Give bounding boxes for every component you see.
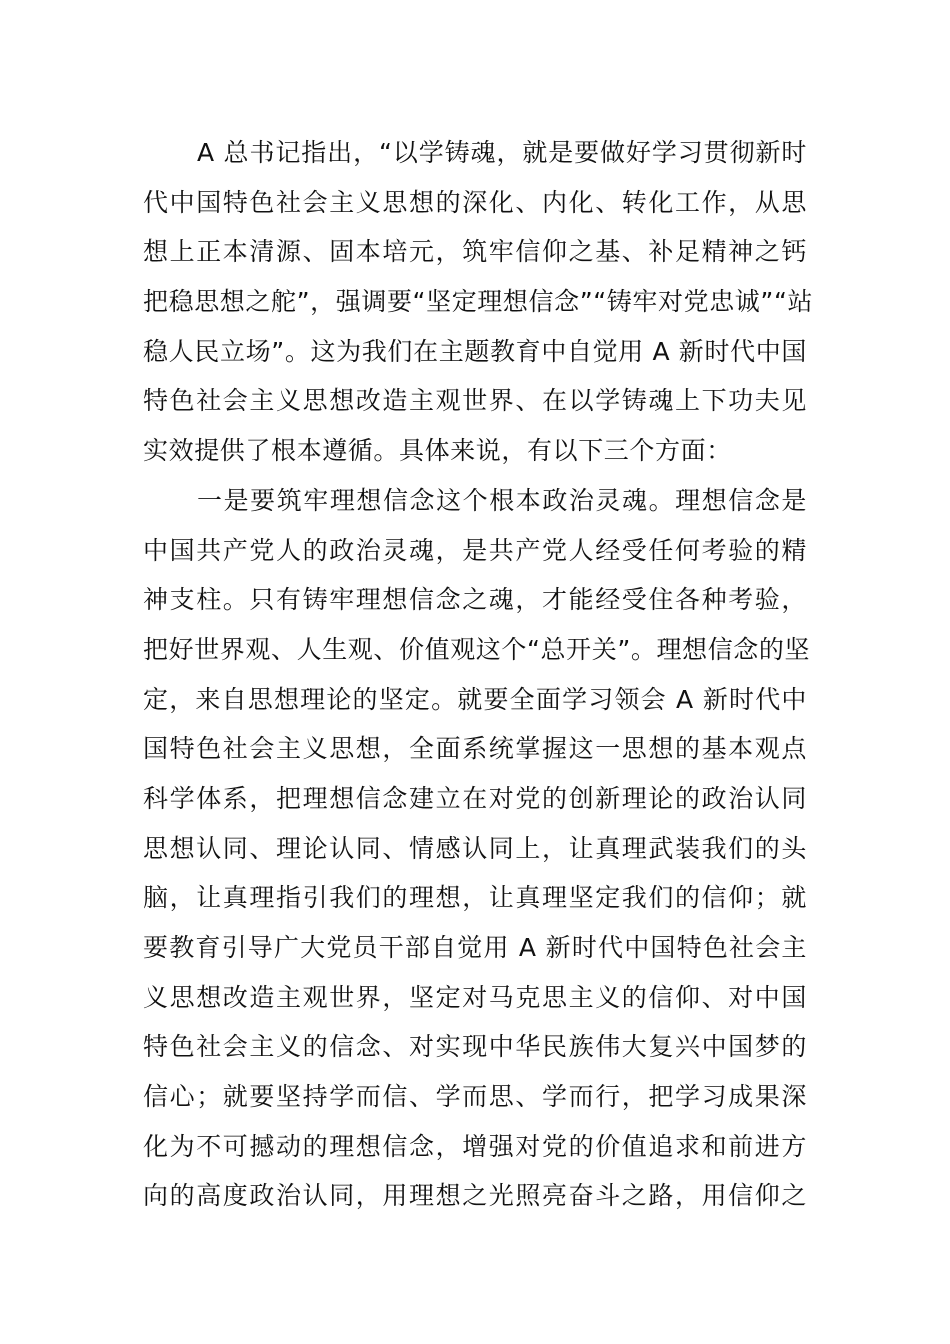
paragraph-2-line: 化为不可撼动的理想信念，增强对党的价值追求和前进方 — [143, 1131, 807, 1161]
paragraph-1-line: 代中国特色社会主义思想的深化、内化、转化工作，从思 — [143, 187, 807, 217]
paragraph-2-line: 把好世界观、人生观、价值观这个“总开关”。理想信念的坚 — [143, 634, 811, 664]
paragraph-2-line: 要教育引导广大党员干部自觉用 A 新时代中国特色社会主 — [143, 933, 807, 962]
paragraph-2-line: 信心；就要坚持学而信、学而思、学而行，把学习成果深 — [143, 1082, 807, 1112]
paragraph-1-line: 把稳思想之舵”，强调要“坚定理想信念”“铸牢对党忠诚”“站 — [143, 287, 814, 317]
paragraph-2-line: 神支柱。只有铸牢理想信念之魂，才能经受住各种考验， — [143, 585, 807, 615]
paragraph-2-line: 科学体系，把理想信念建立在对党的创新理论的政治认同 — [143, 783, 807, 813]
body-text — [143, 128, 814, 1221]
paragraph-2-line: 义思想改造主观世界，坚定对马克思主义的信仰、对中国 — [143, 982, 807, 1012]
paragraph-2-line: 思想认同、理论认同、情感认同上，让真理武装我们的头 — [143, 833, 807, 863]
paragraph-2-line: 特色社会主义的信念、对实现中华民族伟大复兴中国梦的 — [143, 1032, 807, 1062]
paragraph-2-line: 一是要筑牢理想信念这个根本政治灵魂。理想信念是 — [197, 485, 807, 515]
paragraph-2-line: 中国共产党人的政治灵魂，是共产党人经受任何考验的精 — [143, 535, 807, 565]
paragraph-1-line: 想上正本清源、固本培元，筑牢信仰之基、补足精神之钙 — [143, 237, 807, 267]
paragraph-1-line: 特色社会主义思想改造主观世界、在以学铸魂上下功夫见 — [143, 386, 807, 416]
paragraph-2-line: 向的高度政治认同，用理想之光照亮奋斗之路，用信仰之 — [143, 1181, 807, 1211]
paragraph-2-line: 脑，让真理指引我们的理想，让真理坚定我们的信仰；就 — [143, 883, 807, 913]
paragraph-1-line: A 总书记指出，“以学铸魂，就是要做好学习贯彻新时 — [197, 138, 807, 167]
paragraph-2-line: 国特色社会主义思想，全面系统掌握这一思想的基本观点 — [143, 734, 807, 764]
paragraph-1-line: 实效提供了根本遵循。具体来说，有以下三个方面： — [143, 436, 732, 466]
paragraph-1-line: 稳人民立场”。这为我们在主题教育中自觉用 A 新时代中国 — [143, 336, 807, 366]
paragraph-2-line: 定，来自思想理论的坚定。就要全面学习领会 A 新时代中 — [143, 684, 807, 714]
